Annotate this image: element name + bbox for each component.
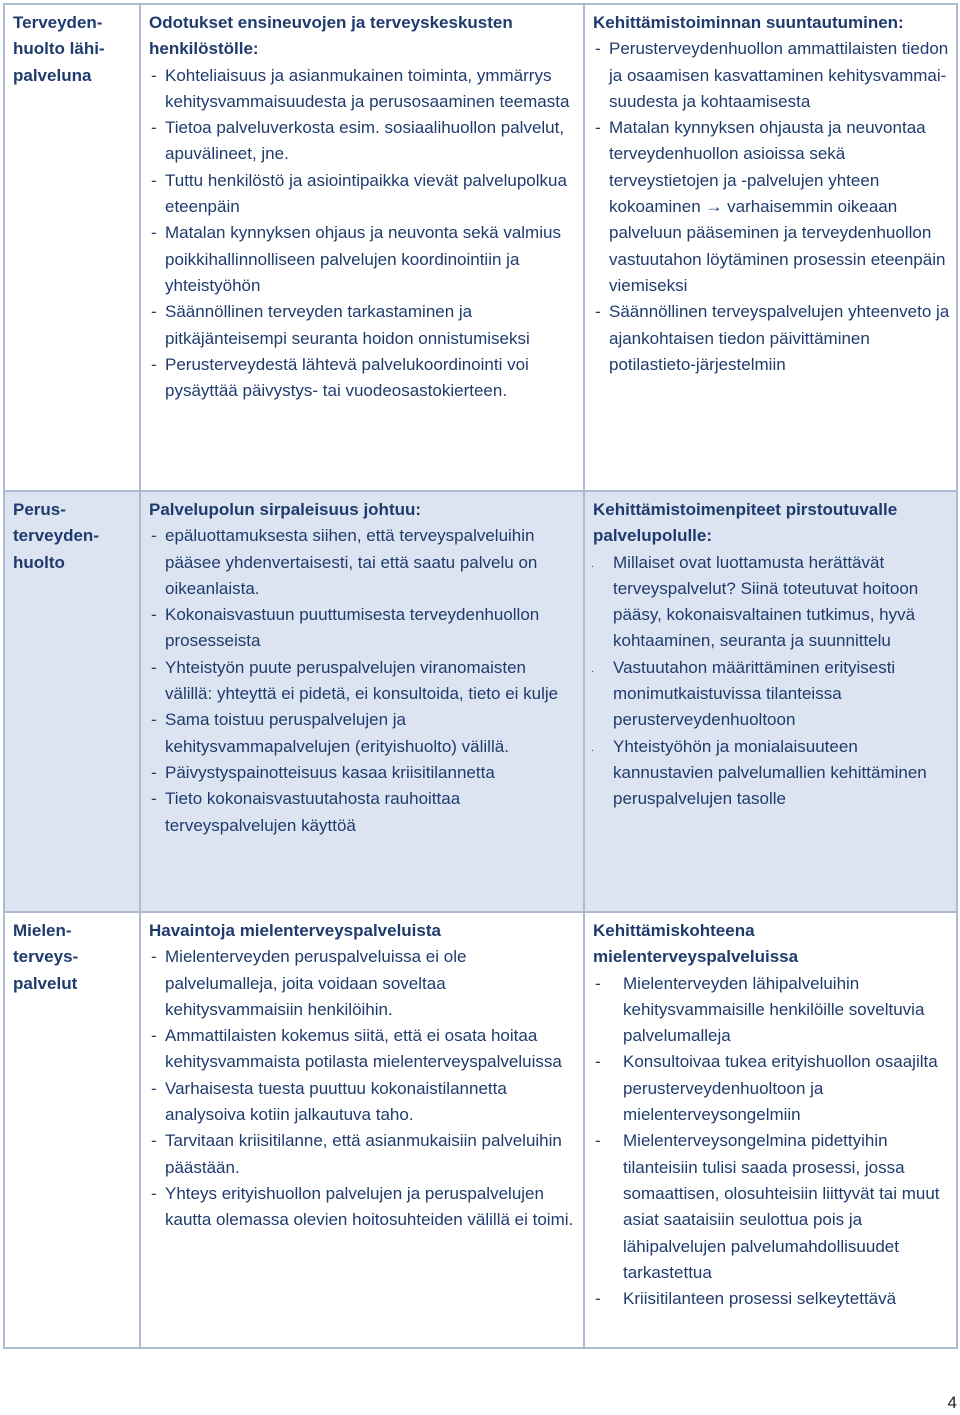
bullet-list bbox=[593, 550, 950, 813]
list-item: - Säännöllinen terveyspalvelujen yhteenveto ja ajankohtaisen tiedon päivittäminen potilastieto-järjestelmiin bbox=[593, 299, 950, 378]
list-item: - Tarvitaan kriisitilanne, että asianmukaisiin palveluihin päästään. bbox=[149, 1128, 577, 1181]
list-item: - Mielenterveyden peruspalveluissa ei ole palvelumalleja, joita voidaan soveltaa kehitysvammaisiin henkilöihin. bbox=[149, 944, 577, 1023]
list-item: - Tietoa palveluverkosta esim. sosiaalihuollon palvelut, apuvälineet, jne. bbox=[149, 115, 577, 168]
list-item: - Kohteliaisuus ja asianmukainen toiminta, ymmärrys kehitysvammaisuudesta ja perusosaaminen teemasta bbox=[149, 63, 577, 116]
list-item: - Ammattilaisten kokemus siitä, että ei osata hoitaa kehitysvammaista potilasta mielenterveyspalveluissa bbox=[149, 1023, 577, 1076]
row-label: Terveyden-huolto lähi-palveluna bbox=[4, 4, 140, 491]
observations-cell bbox=[140, 491, 584, 912]
bullet-list bbox=[149, 63, 577, 405]
list-item: - Sama toistuu peruspalvelujen ja kehitysvammapalvelujen (erityishuolto) välillä. bbox=[149, 707, 577, 760]
list-item: · Vastuutahon määrittäminen erityisesti monimutkaistuvissa tilanteissa perusterveydenhuoltoon bbox=[593, 655, 950, 734]
list-item: - Mielenterveysongelmina pidettyihin tilanteisiin tulisi saada prosessi, jossa somaattisen, olosuhteisiin liittyvät tai muut asiat saataisiin seulottua pois ja lähipalvelujen palvelumahdollisuudet tarkastettua bbox=[593, 1128, 950, 1286]
cell-heading: Odotukset ensineuvojen ja terveyskeskusten henkilöstölle: bbox=[149, 13, 513, 59]
row-label: Mielen-terveys-palvelut bbox=[4, 912, 140, 1348]
bullet-list bbox=[593, 36, 950, 378]
list-item: - Varhaisesta tuesta puuttuu kokonaistilannetta analysoiva kotiin jalkautuva taho. bbox=[149, 1076, 577, 1129]
row-label: Perus-terveyden-huolto bbox=[4, 491, 140, 912]
list-item: - Konsultoivaa tukea erityishuollon osaajilta perusterveydenhuoltoon ja mielenterveysongelmiin bbox=[593, 1049, 950, 1128]
list-item: - Kriisitilanteen prosessi selkeytettävä bbox=[593, 1286, 950, 1312]
list-item: - Yhteys erityishuollon palvelujen ja peruspalvelujen kautta olemassa olevien hoitosuhteiden välillä ei toimi. bbox=[149, 1181, 577, 1234]
list-item: · Millaiset ovat luottamusta herättävät terveyspalvelut? Siinä toteutuvat hoitoon pääsy, kokonaisvaltainen tutkimus, hyvä kohtaaminen, seuranta ja suunnittelu bbox=[593, 550, 950, 655]
bullet-list bbox=[593, 971, 950, 1313]
cell-heading: Kehittämistoimenpiteet pirstoutuvalle palvelupolulle: bbox=[593, 500, 898, 546]
development-cell bbox=[584, 912, 957, 1348]
page-number: 4 bbox=[947, 1393, 957, 1412]
development-cell bbox=[584, 491, 957, 912]
list-item: - Matalan kynnyksen ohjausta ja neuvontaa terveydenhuollon asioissa sekä terveystietojen ja -palvelujen yhteen kokoaminen → varhaisemmin oikeaan palveluun pääseminen ja terveydenhuollon vastuutahon löytäminen prosessin eteenpäin viemiseksi bbox=[593, 115, 950, 299]
observations-cell bbox=[140, 4, 584, 491]
observations-cell bbox=[140, 912, 584, 1348]
list-item: - epäluottamuksesta siihen, että terveyspalveluihin pääsee yhdenvertaisesti, tai että saatu palvelu on oikeanlaista. bbox=[149, 523, 577, 602]
list-item: · Yhteistyöhön ja monialaisuuteen kannustavien palvelumallien kehittäminen peruspalvelujen tasolle bbox=[593, 734, 950, 813]
list-item: - Yhteistyön puute peruspalvelujen viranomaisten välillä: yhteyttä ei pidetä, ei konsultoida, tieto ei kulje bbox=[149, 655, 577, 708]
table-row-mielenterveys bbox=[4, 912, 957, 1348]
cell-heading: Havaintoja mielenterveyspalveluista bbox=[149, 921, 441, 940]
table-row-lahipalvelu bbox=[4, 4, 957, 491]
list-item: - Mielenterveyden lähipalveluihin kehitysvammaisille henkilöille soveltuvia palvelumalleja bbox=[593, 971, 950, 1050]
list-item: - Tieto kokonaisvastuutahosta rauhoittaa terveyspalvelujen käyttöä bbox=[149, 786, 577, 839]
list-item: - Matalan kynnyksen ohjaus ja neuvonta sekä valmius poikkihallinnolliseen palvelujen koordinointiin ja yhteistyöhön bbox=[149, 220, 577, 299]
table-row-perusterveydenhuolto bbox=[4, 491, 957, 912]
list-item: - Kokonaisvastuun puuttumisesta terveydenhuollon prosesseista bbox=[149, 602, 577, 655]
cell-heading: Kehittämiskohteena mielenterveyspalveluissa bbox=[593, 921, 799, 967]
list-item: - Perusterveydenhuollon ammattilaisten tiedon ja osaamisen kasvattaminen kehitysvammai-suudesta ja kohtaamisesta bbox=[593, 36, 950, 115]
cell-heading: Palvelupolun sirpaleisuus johtuu: bbox=[149, 500, 422, 519]
content-table bbox=[3, 3, 958, 1349]
list-item: - Tuttu henkilöstö ja asiointipaikka vievät palvelupolkua eteenpäin bbox=[149, 168, 577, 221]
development-cell bbox=[584, 4, 957, 491]
cell-heading: Kehittämistoiminnan suuntautuminen: bbox=[593, 13, 904, 32]
list-item: - Päivystyspainotteisuus kasaa kriisitilannetta bbox=[149, 760, 577, 786]
list-item: - Perusterveydestä lähtevä palvelukoordinointi voi pysäyttää päivystys- tai vuodeosastokierteen. bbox=[149, 352, 577, 405]
bullet-list bbox=[149, 523, 577, 839]
bullet-list bbox=[149, 944, 577, 1233]
list-item: - Säännöllinen terveyden tarkastaminen ja pitkäjänteisempi seuranta hoidon onnistumiseksi bbox=[149, 299, 577, 352]
